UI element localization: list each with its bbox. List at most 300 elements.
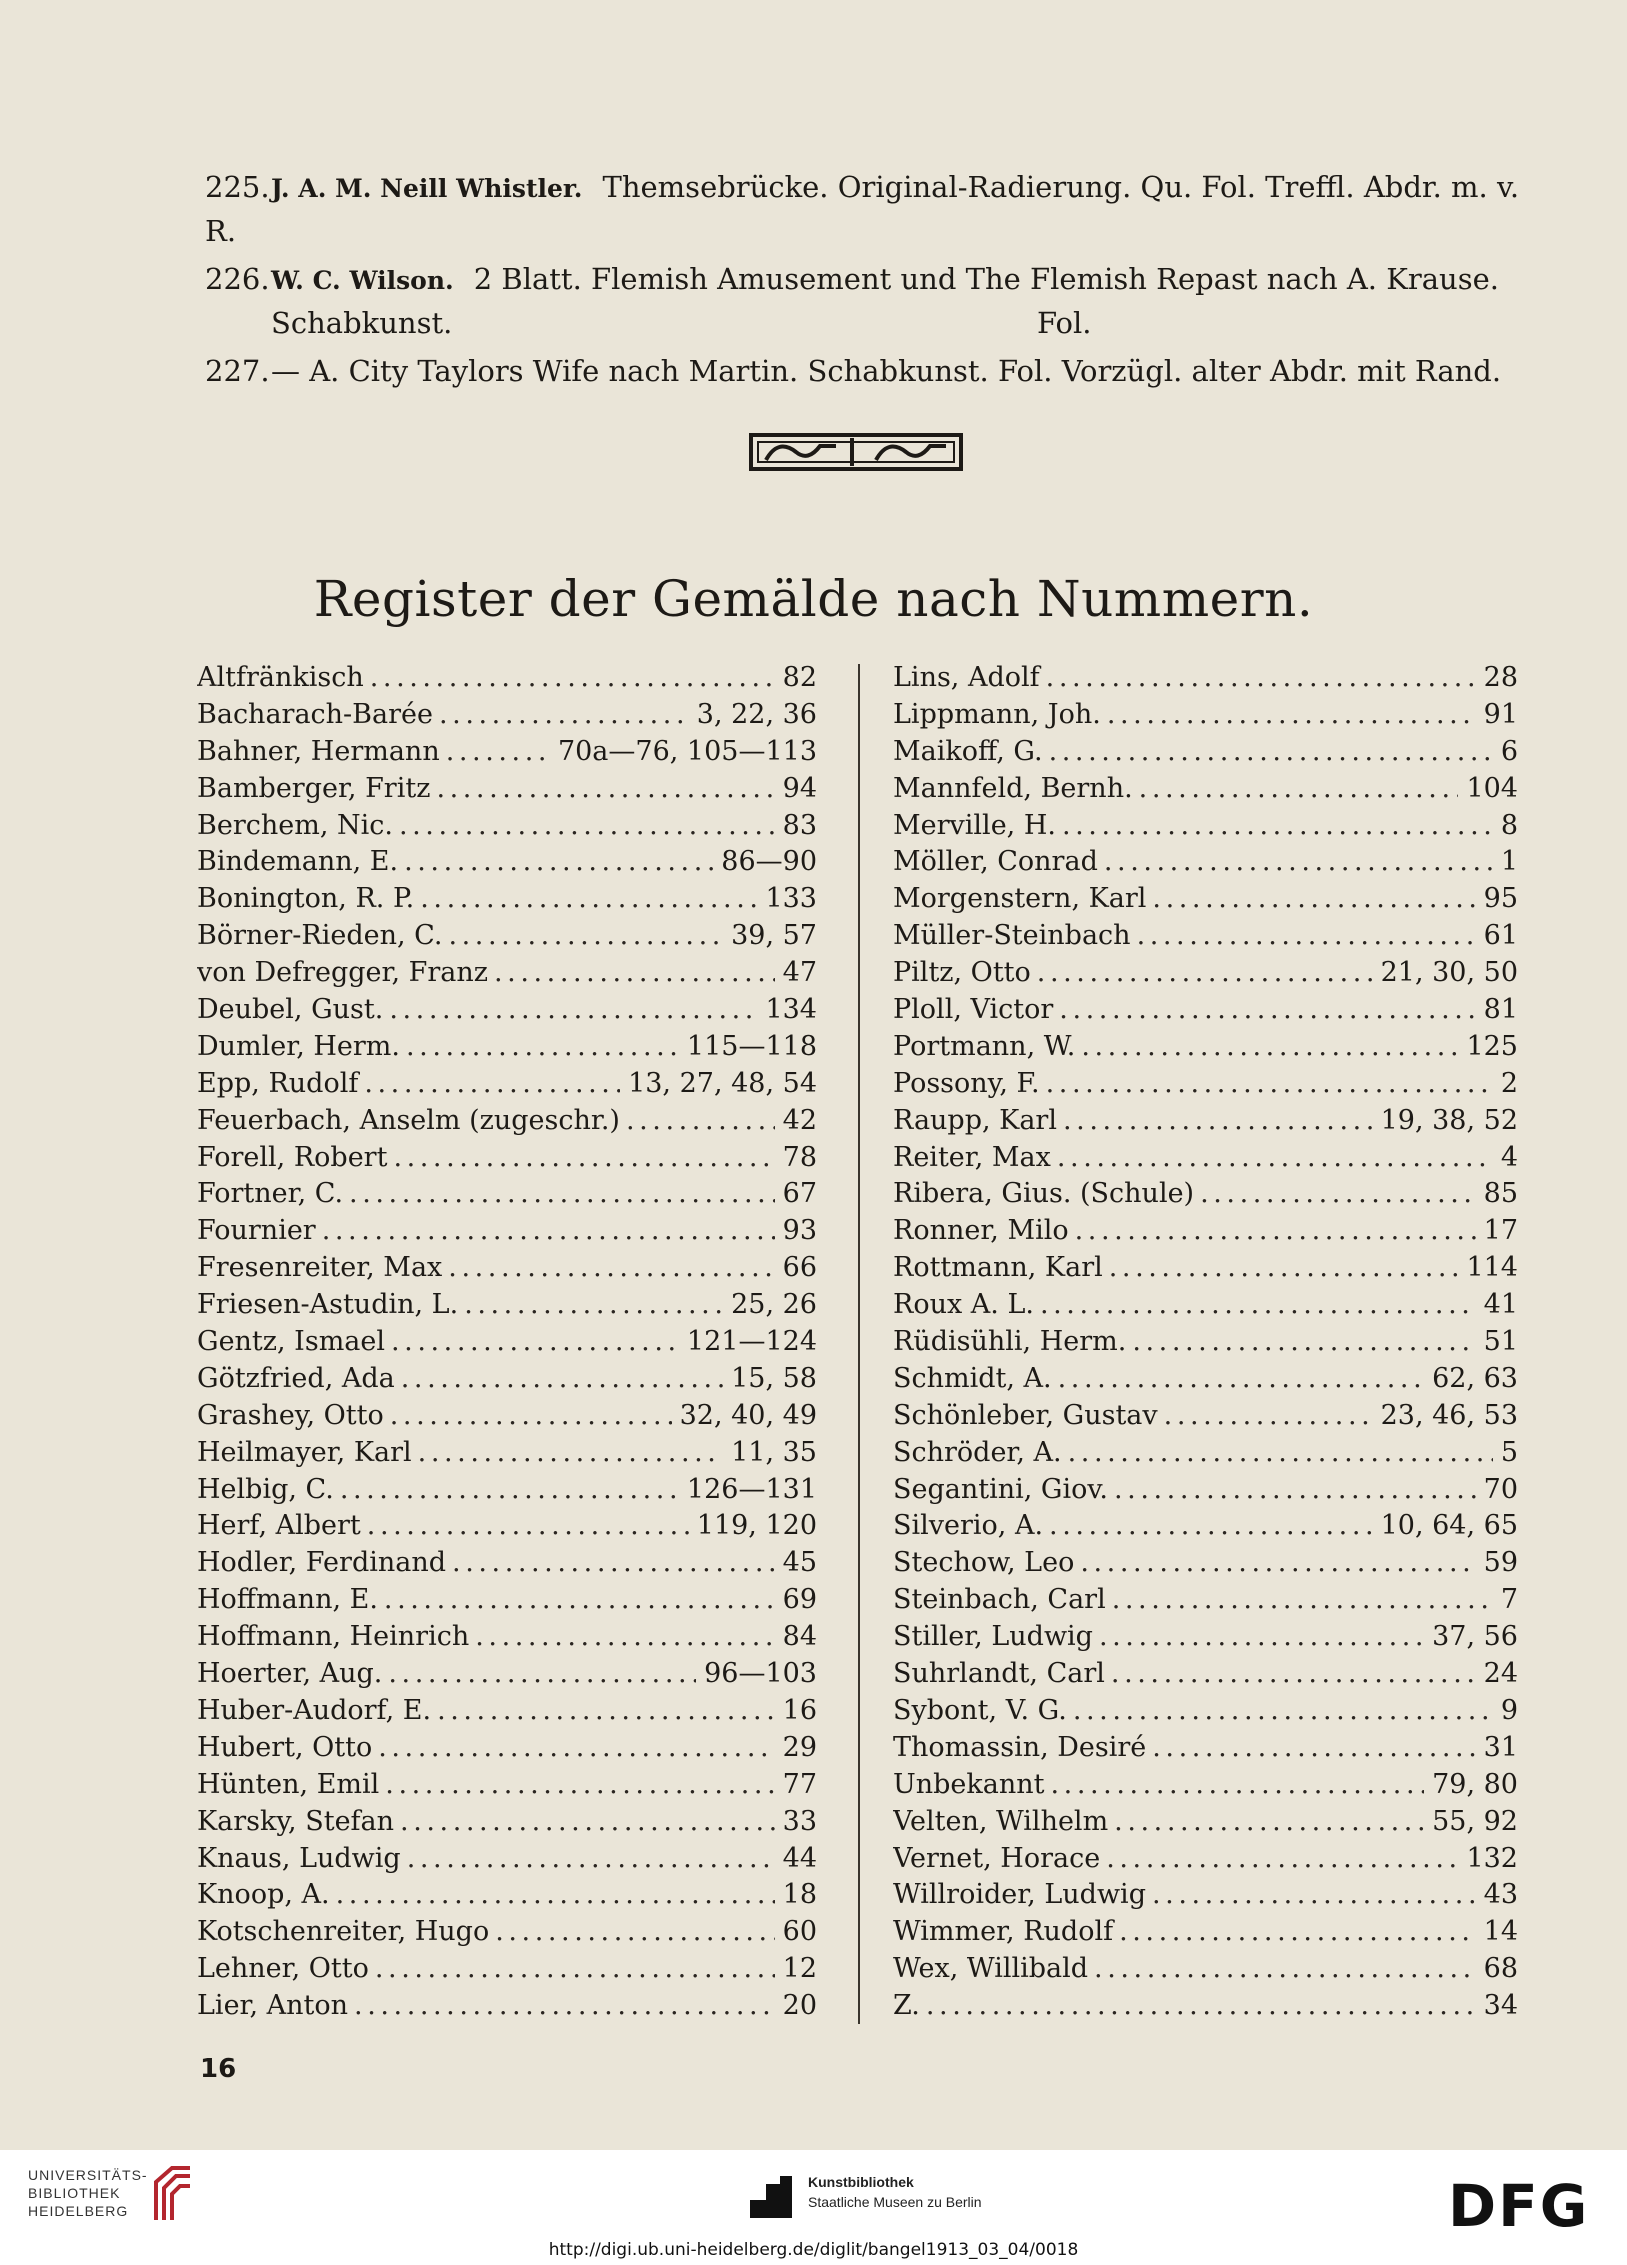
leader-dots [340, 1472, 679, 1509]
index-numbers: 83 [782, 809, 817, 841]
index-artist-name: Hünten, Emil [197, 1768, 380, 1800]
leader-dots [1109, 1250, 1459, 1287]
leader-dots [384, 1582, 775, 1619]
leader-dots [452, 1545, 775, 1582]
uni-line: UNIVERSITÄTS- [28, 2167, 148, 2183]
index-artist-name: Ribera, Gius. (Schule) [893, 1178, 1195, 1210]
index-numbers: 115—118 [686, 1030, 817, 1062]
index-row [893, 1951, 1518, 1988]
leader-dots [1051, 1767, 1425, 1804]
index-numbers: 61 [1483, 920, 1518, 952]
index-row [893, 1103, 1518, 1140]
index-row [197, 1730, 817, 1767]
index-numbers: 47 [782, 957, 817, 989]
index-numbers: 33 [782, 1805, 817, 1837]
index-numbers: 132 [1466, 1842, 1518, 1874]
entry-artist: J. A. M. Neill Whistler. [271, 174, 583, 203]
index-artist-name: Altfränkisch [197, 662, 364, 693]
index-numbers: 69 [782, 1584, 817, 1616]
index-numbers: 126—131 [686, 1473, 817, 1505]
leader-dots [385, 1767, 774, 1804]
index-artist-name: Ploll, Victor [893, 994, 1054, 1026]
leader-dots [1114, 1804, 1424, 1841]
leader-dots [1111, 1656, 1476, 1693]
index-artist-name: Merville, H. [893, 809, 1056, 841]
index-numbers: 1 [1500, 846, 1518, 878]
index-numbers: 24 [1483, 1658, 1518, 1690]
index-artist-name: Möller, Conrad [893, 846, 1098, 878]
index-artist-name: Reiter, Max [893, 1141, 1051, 1173]
index-row [197, 1545, 817, 1582]
leader-dots [626, 1103, 775, 1140]
leader-dots [336, 1877, 775, 1914]
index-artist-name: Bindemann, E. [197, 846, 399, 878]
index-artist-name: Stiller, Ludwig [893, 1621, 1093, 1653]
index-artist-name: Z. [893, 1990, 920, 2022]
leader-dots [475, 1619, 774, 1656]
kunstbibliothek-subtitle: Staatliche Museen zu Berlin [808, 2194, 982, 2210]
leader-dots [439, 697, 689, 734]
index-row [197, 1435, 817, 1472]
index-numbers: 43 [1483, 1879, 1518, 1911]
index-row [893, 918, 1518, 955]
index-numbers: 17 [1483, 1215, 1518, 1247]
index-artist-name: Unbekannt [893, 1768, 1045, 1800]
index-artist-name: Fresenreiter, Max [197, 1252, 443, 1284]
index-artist-name: Götzfried, Ada [197, 1362, 395, 1394]
index-numbers: 41 [1483, 1289, 1518, 1321]
index-artist-name: Rüdisühli, Herm. [893, 1326, 1127, 1358]
index-artist-name: Sybont, V. G. [893, 1694, 1067, 1726]
index-numbers: 21, 30, 50 [1380, 957, 1518, 989]
ornament-divider-icon [748, 432, 964, 472]
leader-dots [391, 1324, 679, 1361]
catalog-entry-227 [205, 350, 1530, 392]
index-row [893, 734, 1518, 771]
uni-line: BIBLIOTHEK [28, 2185, 121, 2201]
index-row [197, 1103, 817, 1140]
index-artist-name: Deubel, Gust. [197, 994, 384, 1026]
index-artist-name: Wex, Willibald [893, 1953, 1089, 1985]
index-artist-name: Huber-Audorf, E. [197, 1694, 432, 1726]
index-row [197, 881, 817, 918]
index-row [893, 1767, 1518, 1804]
leader-dots [1073, 1693, 1493, 1730]
index-artist-name: Segantini, Giov. [893, 1473, 1109, 1505]
index-numbers: 29 [782, 1731, 817, 1763]
index-numbers: 60 [782, 1916, 817, 1948]
index-numbers: 84 [782, 1621, 817, 1653]
index-row [197, 1914, 817, 1951]
index-row [893, 1140, 1518, 1177]
index-artist-name: Hoffmann, Heinrich [197, 1621, 470, 1653]
leader-dots [388, 1656, 696, 1693]
index-artist-name: Müller-Steinbach [893, 920, 1131, 952]
leader-dots [404, 844, 713, 881]
index-artist-name: Kotschenreiter, Hugo [197, 1916, 490, 1948]
leader-dots [1114, 1472, 1476, 1509]
entry-description: 2 Blatt. Flemish Amusement und The Flemish Repast nach A. Krause. [473, 262, 1499, 296]
index-row [893, 1914, 1518, 1951]
index-numbers: 11, 35 [731, 1436, 817, 1468]
index-artist-name: Vernet, Horace [893, 1842, 1101, 1874]
index-artist-name: Thomassin, Desiré [893, 1731, 1147, 1763]
index-artist-name: Fournier [197, 1215, 316, 1247]
index-numbers: 82 [782, 662, 817, 693]
leader-dots [495, 1914, 774, 1951]
dfg-logo: DFG [1448, 2172, 1590, 2240]
leader-dots [375, 1951, 775, 1988]
index-artist-name: Forell, Robert [197, 1141, 388, 1173]
index-artist-name: Raupp, Karl [893, 1104, 1057, 1136]
index-artist-name: Epp, Rudolf [197, 1067, 359, 1099]
leader-dots [448, 918, 723, 955]
leader-dots [406, 1029, 679, 1066]
index-artist-name: Börner-Rieden, C. [197, 920, 443, 952]
index-row [893, 1435, 1518, 1472]
leader-dots [1057, 1140, 1493, 1177]
leader-dots [1046, 1066, 1493, 1103]
leader-dots [349, 1176, 775, 1213]
index-artist-name: Feuerbach, Anselm (zugeschr.) [197, 1104, 620, 1136]
index-artist-name: Lippmann, Joh. [893, 698, 1101, 730]
index-numbers: 25, 26 [731, 1289, 817, 1321]
index-row [197, 1250, 817, 1287]
leader-dots [1152, 1730, 1475, 1767]
index-numbers: 39, 57 [731, 920, 817, 952]
university-logo-icon [150, 2162, 196, 2224]
index-row [893, 1398, 1518, 1435]
index-numbers: 16 [782, 1694, 817, 1726]
index-row [893, 1324, 1518, 1361]
index-numbers: 67 [782, 1178, 817, 1210]
index-numbers: 44 [782, 1842, 817, 1874]
index-row [893, 1988, 1518, 2025]
leader-dots [354, 1988, 775, 2025]
index-artist-name: Hoerter, Aug. [197, 1658, 383, 1690]
index-artist-name: Schmidt, A. [893, 1362, 1052, 1394]
entry-format: Fol. [1037, 306, 1092, 340]
index-artist-name: Suhrlandt, Carl [893, 1658, 1105, 1690]
index-row [893, 955, 1518, 992]
index-row [893, 1287, 1518, 1324]
index-artist-name: Bamberger, Fritz [197, 772, 431, 804]
index-numbers: 7 [1500, 1584, 1518, 1616]
leader-dots [390, 1398, 672, 1435]
index-artist-name: Hodler, Ferdinand [197, 1547, 447, 1579]
index-artist-name: Gentz, Ismael [197, 1326, 386, 1358]
index-row [197, 1804, 817, 1841]
index-artist-name: Fortner, C. [197, 1178, 344, 1210]
index-row [197, 1582, 817, 1619]
index-column-right [893, 660, 1518, 2025]
index-numbers: 9 [1500, 1694, 1518, 1726]
leader-dots [420, 881, 757, 918]
leader-dots [389, 992, 757, 1029]
index-numbers: 10, 64, 65 [1380, 1510, 1518, 1542]
index-artist-name: Bacharach-Barée [197, 698, 433, 730]
index-numbers: 93 [782, 1215, 817, 1247]
index-row [893, 660, 1518, 697]
leader-dots [436, 771, 774, 808]
leader-dots [1104, 844, 1493, 881]
index-numbers: 70a—76, 105—113 [557, 735, 817, 767]
index-numbers: 55, 92 [1432, 1805, 1518, 1837]
index-row [893, 1545, 1518, 1582]
leader-dots [322, 1213, 775, 1250]
leader-dots [437, 1693, 775, 1730]
index-numbers: 45 [782, 1547, 817, 1579]
index-numbers: 37, 56 [1432, 1621, 1518, 1653]
entry-number: 226. [205, 262, 270, 296]
index-numbers: 119, 120 [696, 1510, 817, 1542]
index-numbers: 23, 46, 53 [1380, 1399, 1518, 1431]
kunstbibliothek-title: Kunstbibliothek [808, 2174, 914, 2190]
index-artist-name: Morgenstern, Karl [893, 883, 1147, 915]
index-numbers: 121—124 [686, 1326, 817, 1358]
index-row [893, 881, 1518, 918]
index-numbers: 31 [1483, 1731, 1518, 1763]
catalog-entry-225 [205, 166, 1530, 252]
index-numbers: 62, 63 [1432, 1362, 1518, 1394]
leader-dots [1200, 1176, 1476, 1213]
leader-dots [1106, 1841, 1458, 1878]
entry-artist: W. C. Wilson. [271, 266, 454, 295]
index-numbers: 114 [1466, 1252, 1518, 1284]
leader-dots [1075, 1213, 1476, 1250]
index-row [893, 1472, 1518, 1509]
index-row [197, 844, 817, 881]
uni-line: HEIDELBERG [28, 2203, 129, 2219]
leader-dots [393, 1140, 774, 1177]
leader-dots [364, 1066, 620, 1103]
index-artist-name: Grashey, Otto [197, 1399, 384, 1431]
index-row [893, 1066, 1518, 1103]
index-artist-name: Knoop, A. [197, 1879, 330, 1911]
leader-dots [1080, 1545, 1475, 1582]
leader-dots [418, 1435, 723, 1472]
index-artist-name: Bahner, Hermann [197, 735, 440, 767]
index-column-left [197, 660, 817, 2025]
leader-dots [1049, 1508, 1373, 1545]
leader-dots [464, 1287, 723, 1324]
index-numbers: 125 [1466, 1030, 1518, 1062]
index-numbers: 19, 38, 52 [1380, 1104, 1518, 1136]
index-artist-name: Wimmer, Rudolf [893, 1916, 1114, 1948]
index-artist-name: Hoffmann, E. [197, 1584, 378, 1616]
leader-dots [1119, 1914, 1476, 1951]
index-artist-name: Herf, Albert [197, 1510, 361, 1542]
leader-dots [1107, 697, 1476, 734]
source-url[interactable]: http://digi.ub.uni-heidelberg.de/diglit/bangel1913_03_04/0018 [548, 2240, 1079, 2260]
index-row [893, 844, 1518, 881]
index-numbers: 96—103 [704, 1658, 817, 1690]
entry-technique: Schabkunst. [271, 306, 453, 340]
leader-dots [367, 1508, 689, 1545]
index-row [197, 1472, 817, 1509]
index-numbers: 8 [1500, 809, 1518, 841]
index-row [893, 1508, 1518, 1545]
index-artist-name: Piltz, Otto [893, 957, 1031, 989]
index-row [197, 1176, 817, 1213]
index-row [197, 1213, 817, 1250]
leader-dots [1081, 1029, 1458, 1066]
index-row [197, 697, 817, 734]
index-row [893, 771, 1518, 808]
university-library-label [28, 2166, 148, 2220]
kunstbibliothek-logo-icon [746, 2172, 796, 2222]
index-row [893, 697, 1518, 734]
index-numbers: 12 [782, 1953, 817, 1985]
leader-dots [401, 1361, 723, 1398]
index-artist-name: Lins, Adolf [893, 662, 1040, 693]
index-numbers: 51 [1483, 1326, 1518, 1358]
leader-dots [1046, 660, 1476, 697]
index-row [893, 1361, 1518, 1398]
index-row [197, 992, 817, 1029]
index-numbers: 3, 22, 36 [696, 698, 817, 730]
index-row [197, 1324, 817, 1361]
index-row [197, 660, 817, 697]
column-divider [858, 664, 860, 2024]
index-row [893, 1656, 1518, 1693]
index-row [893, 1730, 1518, 1767]
index-numbers: 66 [782, 1252, 817, 1284]
index-numbers: 14 [1483, 1916, 1518, 1948]
index-row [893, 1877, 1518, 1914]
catalog-entries [205, 166, 1530, 398]
index-artist-name: Dumler, Herm. [197, 1030, 400, 1062]
index-row [197, 1656, 817, 1693]
index-numbers: 28 [1483, 662, 1518, 693]
leader-dots [1164, 1398, 1373, 1435]
index-numbers: 77 [782, 1768, 817, 1800]
index-numbers: 91 [1483, 698, 1518, 730]
index-row [197, 1287, 817, 1324]
index-artist-name: von Defregger, Franz [197, 957, 488, 989]
index-numbers: 104 [1466, 772, 1518, 804]
index-artist-name: Steinbach, Carl [893, 1584, 1106, 1616]
index-artist-name: Stechow, Leo [893, 1547, 1075, 1579]
index-artist-name: Maikoff, G. [893, 735, 1043, 767]
entry-description: — A. City Taylors Wife nach Martin. Schabkunst. Fol. Vorzügl. alter Abdr. mit Rand. [271, 354, 1502, 388]
index-numbers: 86—90 [721, 846, 817, 878]
leader-dots [1152, 1877, 1476, 1914]
leader-dots [1059, 992, 1475, 1029]
kunstbibliothek-label [808, 2172, 982, 2212]
index-numbers: 94 [782, 772, 817, 804]
index-artist-name: Karsky, Stefan [197, 1805, 395, 1837]
index-numbers: 42 [782, 1104, 817, 1136]
page-number: 16 [200, 2054, 237, 2084]
index-numbers: 78 [782, 1141, 817, 1173]
leader-dots [1094, 1951, 1476, 1988]
index-artist-name: Bonington, R. P. [197, 883, 415, 915]
index-row [893, 1841, 1518, 1878]
index-row [893, 1176, 1518, 1213]
index-row [893, 1582, 1518, 1619]
leader-dots [378, 1730, 774, 1767]
index-numbers: 4 [1500, 1141, 1518, 1173]
index-artist-name: Mannfeld, Bernh. [893, 772, 1133, 804]
index-row [197, 1951, 817, 1988]
leader-dots [1049, 734, 1493, 771]
index-row [197, 1398, 817, 1435]
index-numbers: 95 [1483, 883, 1518, 915]
leader-dots [400, 1804, 775, 1841]
leader-dots [370, 660, 775, 697]
index-row [893, 1693, 1518, 1730]
index-numbers: 70 [1483, 1473, 1518, 1505]
index-row [197, 734, 817, 771]
index-artist-name: Possony, F. [893, 1067, 1040, 1099]
index-row [893, 1029, 1518, 1066]
leader-dots [494, 955, 775, 992]
index-numbers: 2 [1500, 1067, 1518, 1099]
index-artist-name: Portmann, W. [893, 1030, 1076, 1062]
index-numbers: 133 [765, 883, 817, 915]
index-numbers: 32, 40, 49 [679, 1399, 817, 1431]
index-numbers: 6 [1500, 735, 1518, 767]
index-artist-name: Ronner, Milo [893, 1215, 1069, 1247]
index-row [197, 1508, 817, 1545]
entry-continuation [205, 302, 1530, 344]
index-artist-name: Lehner, Otto [197, 1953, 369, 1985]
entry-number: 227. [205, 354, 270, 388]
index-artist-name: Roux A. L. [893, 1289, 1034, 1321]
index-row [197, 1140, 817, 1177]
index-artist-name: Helbig, C. [197, 1473, 334, 1505]
leader-dots [1139, 771, 1459, 808]
index-numbers: 68 [1483, 1953, 1518, 1985]
index-row [197, 1877, 817, 1914]
leader-dots [407, 1841, 775, 1878]
leader-dots [1112, 1582, 1493, 1619]
index-row [197, 771, 817, 808]
leader-dots [1058, 1361, 1424, 1398]
leader-dots [1068, 1435, 1493, 1472]
index-artist-name: Berchem, Nic. [197, 809, 393, 841]
index-row [197, 1988, 817, 2025]
leader-dots [1062, 808, 1493, 845]
leader-dots [1063, 1103, 1373, 1140]
index-row [893, 808, 1518, 845]
index-numbers: 5 [1500, 1436, 1518, 1468]
index-row [893, 1250, 1518, 1287]
index-numbers: 79, 80 [1432, 1768, 1518, 1800]
index-numbers: 34 [1483, 1990, 1518, 2022]
index-numbers: 20 [782, 1990, 817, 2022]
index-row [893, 1619, 1518, 1656]
index-row [197, 808, 817, 845]
entry-description: Themsebrücke. Original-Radierung. Qu. Fol. Treffl. Abdr. m. v. R. [205, 170, 1520, 248]
index-row [197, 1361, 817, 1398]
index-row [893, 1804, 1518, 1841]
index-artist-name: Schröder, A. [893, 1436, 1062, 1468]
index-numbers: 13, 27, 48, 54 [628, 1067, 817, 1099]
catalog-entry-226 [205, 258, 1530, 344]
index-numbers: 134 [765, 994, 817, 1026]
leader-dots [1040, 1287, 1476, 1324]
index-numbers: 59 [1483, 1547, 1518, 1579]
index-row [197, 1029, 817, 1066]
index-artist-name: Schönleber, Gustav [893, 1399, 1158, 1431]
entry-number: 225. [205, 170, 270, 204]
leader-dots [448, 1250, 774, 1287]
register-title: Register der Gemälde nach Nummern. [313, 570, 1314, 628]
leader-dots [446, 734, 550, 771]
index-row [197, 1841, 817, 1878]
